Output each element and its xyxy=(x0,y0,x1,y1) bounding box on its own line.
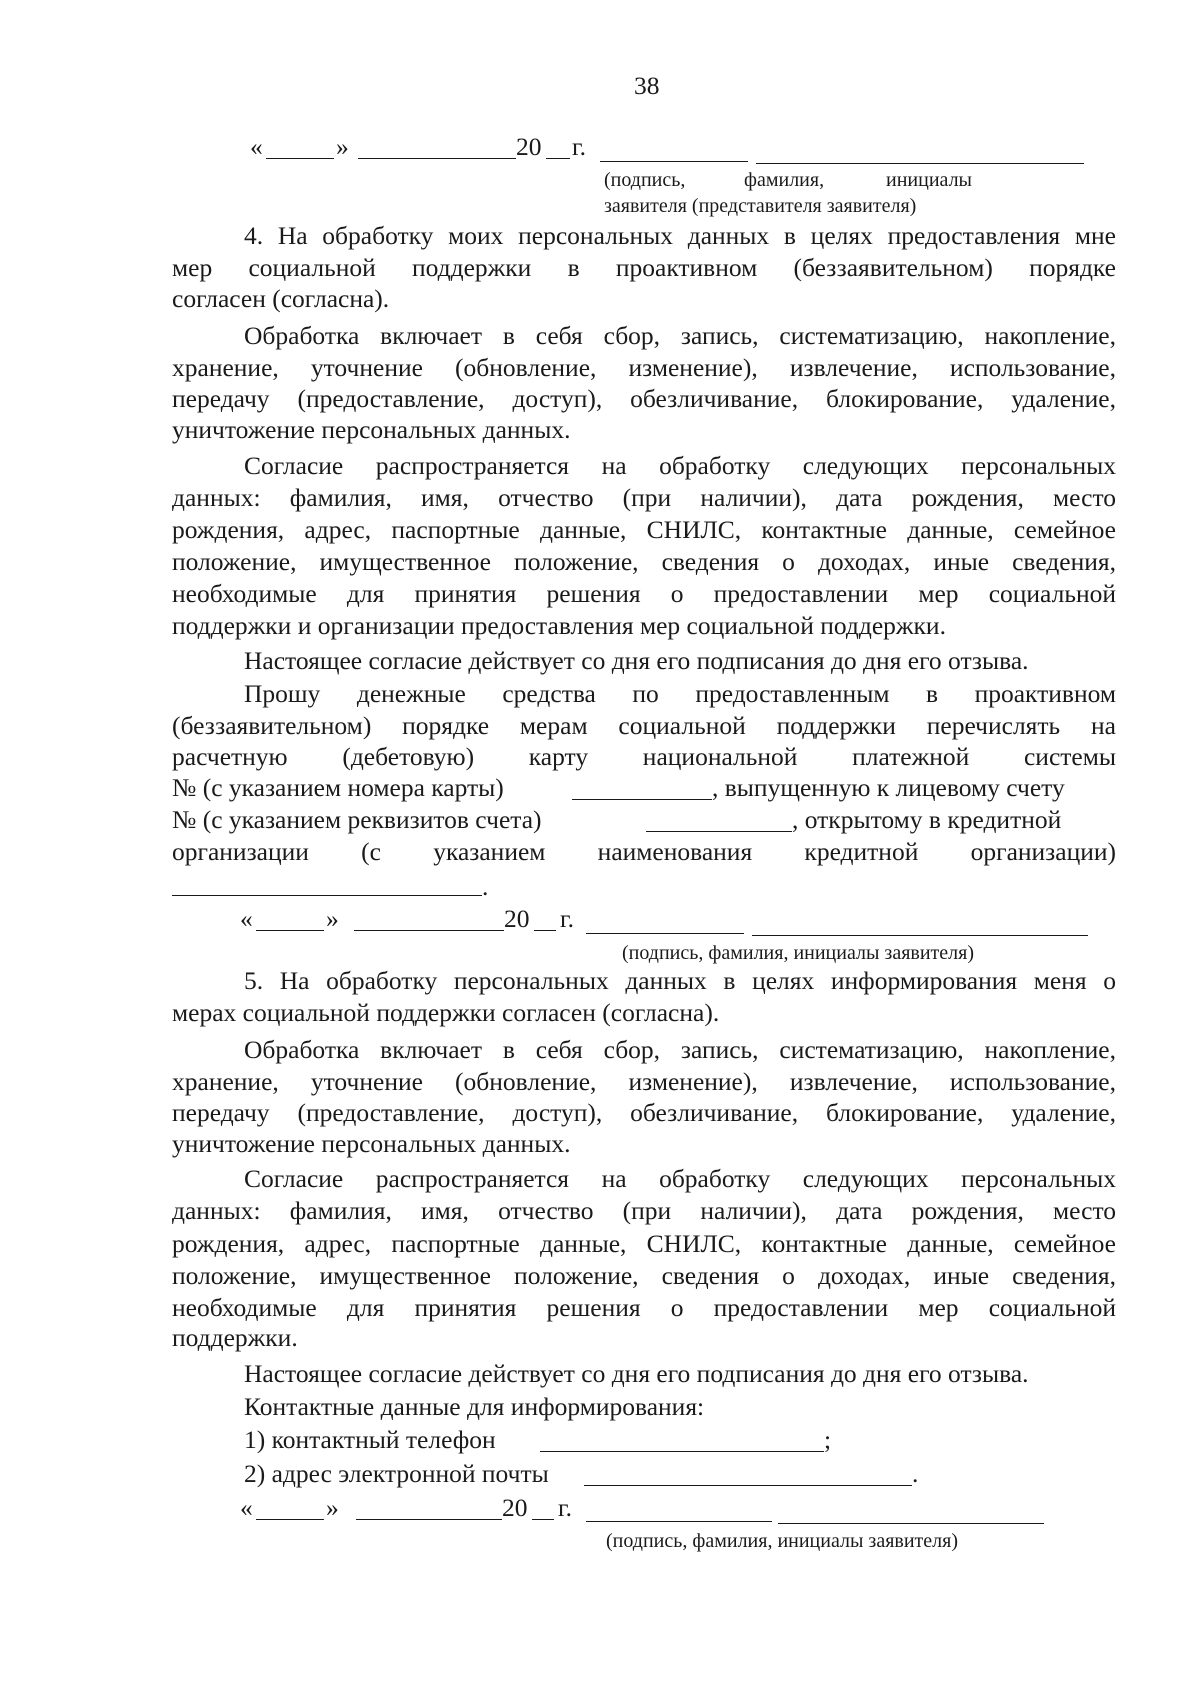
name-field[interactable] xyxy=(756,163,1084,164)
s4-p1-line2: мер социальной поддержки в проактивном (беззаявительном) порядке xyxy=(172,253,1116,282)
date-open-quote: « xyxy=(250,132,263,161)
card-number-label: № (с указанием номера карты) xyxy=(172,773,504,802)
signature-caption-line2: заявителя (представителя заявителя) xyxy=(604,195,917,217)
s4-p4: Настоящее согласие действует со дня его подписания до дня его отзыва. xyxy=(244,646,1029,675)
s5-p3-line4: положение, имущественное положение, сведения о доходах, иные сведения, xyxy=(172,1261,1116,1290)
date-close-quote: » xyxy=(336,132,349,161)
s4-p2-line1: Обработка включает в себя сбор, запись, систематизацию, накопление, xyxy=(244,321,1116,350)
s4-p2-line2: хранение, уточнение (обновление, изменение), извлечение, использование, xyxy=(172,353,1116,382)
s4-p5-line1: Прошу денежные средства по предоставленным в проактивном xyxy=(244,679,1116,708)
account-label: № (с указанием реквизитов счета) xyxy=(172,805,542,834)
phone-field[interactable] xyxy=(540,1451,824,1452)
name-field[interactable] xyxy=(778,1523,1044,1524)
s4-p1-line3: согласен (согласна). xyxy=(172,284,390,313)
org-line: организации (с указанием наименования кредитной организации) xyxy=(172,837,1116,866)
year-suffix: г. xyxy=(572,132,586,161)
s4-p3-line3: рождения, адрес, паспортные данные, СНИЛС, контактные данные, семейное xyxy=(172,515,1116,544)
s5-p2-line4: уничтожение персональных данных. xyxy=(172,1129,571,1158)
s4-p2-line4: уничтожение персональных данных. xyxy=(172,415,571,444)
month-field[interactable] xyxy=(354,930,504,931)
s5-p1-line1: 5. На обработку персональных данных в целях информирования меня о xyxy=(244,966,1116,995)
date-close-quote: » xyxy=(326,904,339,933)
s5-p2-line1: Обработка включает в себя сбор, запись, систематизацию, накопление, xyxy=(244,1035,1116,1064)
email-field[interactable] xyxy=(584,1485,912,1486)
org-line-end: . xyxy=(482,872,489,901)
phone-label: 1) контактный телефон xyxy=(244,1425,496,1454)
org-name-field[interactable] xyxy=(172,895,482,896)
year-field[interactable] xyxy=(532,1519,554,1520)
date-open-quote: « xyxy=(240,1493,253,1522)
s5-p3-line1: Согласие распространяется на обработку следующих персональных xyxy=(244,1164,1116,1193)
s4-p3-line4: положение, имущественное положение, сведения о доходах, иные сведения, xyxy=(172,547,1116,576)
s4-p5-line2: (беззаявительном) порядке мерам социальной поддержки перечислять на xyxy=(172,711,1116,740)
signature-field[interactable] xyxy=(586,933,744,934)
s5-p3-line6: поддержки. xyxy=(172,1323,298,1352)
card-number-field[interactable] xyxy=(572,799,712,800)
year-suffix: г. xyxy=(560,904,574,933)
signature-caption-c: инициалы xyxy=(886,169,972,191)
name-field[interactable] xyxy=(752,935,1088,936)
s4-p3-line6: поддержки и организации предоставления мер социальной поддержки. xyxy=(172,611,946,640)
phone-end: ; xyxy=(824,1425,832,1454)
signature-caption-b: фамилия, xyxy=(744,169,825,191)
signature-field[interactable] xyxy=(586,1521,772,1522)
signature-caption: (подпись, фамилия, инициалы заявителя) xyxy=(622,942,975,964)
day-field[interactable] xyxy=(266,158,334,159)
year-prefix: 20 xyxy=(516,132,542,161)
year-field[interactable] xyxy=(546,158,570,159)
s5-p3-line5: необходимые для принятия решения о предоставлении мер социальной xyxy=(172,1293,1116,1322)
s4-p3-line5: необходимые для принятия решения о предоставлении мер социальной xyxy=(172,579,1116,608)
s4-p5-line3: расчетную (дебетовую) карту национальной платежной системы xyxy=(172,742,1116,771)
account-field[interactable] xyxy=(646,831,792,832)
email-label: 2) адрес электронной почты xyxy=(244,1459,549,1488)
account-after: , открытому в кредитной xyxy=(792,805,1062,834)
contacts-heading: Контактные данные для информирования: xyxy=(244,1392,705,1421)
day-field[interactable] xyxy=(256,930,324,931)
year-suffix: г. xyxy=(558,1493,572,1522)
s5-p3-line2: данных: фамилия, имя, отчество (при наличии), дата рождения, место xyxy=(172,1196,1116,1225)
signature-caption-a: (подпись, xyxy=(604,169,686,191)
year-field[interactable] xyxy=(534,930,556,931)
card-number-after: , выпущенную к лицевому счету xyxy=(712,773,1065,802)
s4-p3-line2: данных: фамилия, имя, отчество (при наличии), дата рождения, место xyxy=(172,483,1116,512)
month-field[interactable] xyxy=(358,158,516,159)
date-close-quote: » xyxy=(326,1493,339,1522)
year-prefix: 20 xyxy=(504,904,530,933)
signature-caption: (подпись, фамилия, инициалы заявителя) xyxy=(606,1530,959,1552)
date-open-quote: « xyxy=(240,904,253,933)
s5-p1-line2: мерах социальной поддержки согласен (согласна). xyxy=(172,998,720,1027)
s4-p3-line1: Согласие распространяется на обработку следующих персональных xyxy=(244,451,1116,480)
day-field[interactable] xyxy=(256,1519,324,1520)
s5-p2-line2: хранение, уточнение (обновление, изменение), извлечение, использование, xyxy=(172,1067,1116,1096)
s5-p3-line3: рождения, адрес, паспортные данные, СНИЛС, контактные данные, семейное xyxy=(172,1229,1116,1258)
s4-p2-line3: передачу (предоставление, доступ), обезличивание, блокирование, удаление, xyxy=(172,384,1116,413)
s5-p4: Настоящее согласие действует со дня его подписания до дня его отзыва. xyxy=(244,1359,1029,1388)
page-number: 38 xyxy=(634,71,660,100)
email-end: . xyxy=(912,1459,919,1488)
signature-field[interactable] xyxy=(600,161,748,162)
s5-p2-line3: передачу (предоставление, доступ), обезличивание, блокирование, удаление, xyxy=(172,1098,1116,1127)
s4-p1-line1: 4. На обработку моих персональных данных в целях предоставления мне xyxy=(244,221,1116,250)
year-prefix: 20 xyxy=(502,1493,528,1522)
month-field[interactable] xyxy=(356,1519,502,1520)
